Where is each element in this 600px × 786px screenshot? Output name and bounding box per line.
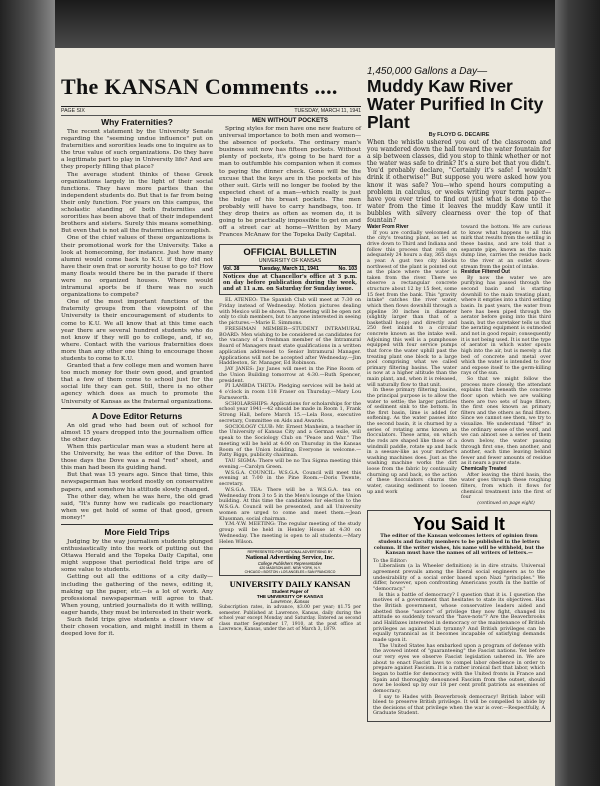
- official-bulletin-box: [219, 244, 361, 296]
- feature-byline: By FLOYD G. DECAIRE: [428, 132, 490, 138]
- notice-item: JAY JANES: Jay Janes will meet in the Pine Room of the Union Building tomorrow at 4:30.—Ruth Spencer, president.: [219, 366, 361, 384]
- feature-lead: When the whistle ushered you out of the classroom and you wandered down the hall toward the water fountain for a sip between classes, did you stop to think whether or not the water was safe to drink? It's a sure bet that you didn't. You'd probably declare, "Certainly it's safe! I wouldn't drink it otherwise!" But suppose you were asked how you know it was safe? You—who spend hours computing a problem in calculus, or weeks writing your term paper—have you ever tried to find out just what is done to the water from the time it leaves the muddy Kaw until it bubbles with silvery clearness over the top of that fountain?: [367, 139, 551, 225]
- issue-date: TUESDAY, MARCH 11, 1941: [294, 108, 361, 114]
- notice-item: PI LAMBDA THETA: Pledging services will be held at 4 o'clock in room 118 Fraser on Thursday.—Mary Lou Farnsworth.: [219, 383, 361, 401]
- notice-item: W.S.G.A. TEA: There will be a W.S.G.A. tea on Wednesday from 3 to 5 in the Men's lounge of the Union building. At this time the candidates for election to the W.S.G.A. Council will be presented, and all University women are urged to come and meet them.—Jean Klussman, social chairman.: [219, 486, 361, 522]
- notice-item: TAU SIGMA: There will be no Tau Sigma meeting this evening.—Carolyn Green.: [219, 458, 361, 470]
- feature-subcolumn-left: Water From River If you are cordially welcomed at the city's treating plant, as let us drive down to Third and Indiana and follow this process that rolls on adequately 24 hours a day, 365 days a year. A gust two city blocks northwest of the plant is pointed out as the place where the water is taken from the river. There we observe a rectangular concrete structure about 12 by 15 feet, some 15 feet from the bank. This "gravity intake" catches the river water, which then flows downhill through a pipeline 30 inches in diameter (slightly larger than that of a basketball hoop) and directly and 250 feet inland to a circular concrete known as the intake well. Adjoining this well is a pumphouse equipped with four service pumps that force the water uphill past the treating plant one block to a large pool comprising what we called primary filtering basins. The water is now at a higher altitude than the main plant, and, when it is released, will naturally flow to that unit. In these primary filtering basins, the principal purpose is to allow the water to settle; the larger particles of sediment sink to the bottom. In the first basin, lime is added for softening. As the water passes into the second basin, it is churned by a series of rotating arms known as flocculators. These arms, on which the rods are shaped like those of a windmill paddle, rotate up and back in a seesaw-like as your mother's washing machines does. Just as the washing machine works the dirt loose from the fabric by continually churning up and back, so the action of these flocculators churns the water, causing sediment to loosen up and work: [367, 224, 457, 495]
- masthead-title: The KANSAN Comments ....: [61, 74, 338, 99]
- dateline: [61, 108, 361, 116]
- bulletin-subtitle: UNIVERSITY OF KANSAS: [258, 257, 322, 264]
- page-shadow-right: [555, 0, 600, 786]
- you-said-it-note: The editor of the Kansan welcomes letters of opinion from students and faculty members to be published in the letters column. If the writer wishes, his name will be withheld, but the Kansan must have the names of all writers of letters.—: [373, 533, 545, 557]
- divider: [61, 408, 213, 409]
- daily-kansan-title: UNIVERSITY DAILY KANSAN: [229, 579, 351, 590]
- bulletin-title: OFFICIAL BULLETIN: [243, 246, 337, 258]
- page-shadow-top: [55, 0, 555, 48]
- feature-subcolumn-right: toward the bottom. We are curious to know what happens to all this mirk that results from the settling in these basins, and are told that a separate pipe, known as the main dump line, carries the residue back to the river at an outlet down-stream from the point of intake. Residue Filtered Out By now the water we are purifying has passed through the second basin and is starting downhill to the main treating plant, where it empties into a third settling basin. In past years, the water from here has been piped through the aerator before going into this third basin, but the caretaker tells us that the aerating equipment is outmoded and not in good repair; consequently it is not being used. It is not the type of aerator in which water spouts high into the air, but is merely a flat bed of concrete and metal over which the water is intended to flow and expose itself to the germ-killing rays of the sun. So that we might follow the process more closely, the attendant explains that beneath the concrete floor upon which we are walking there are two sets of huge filters, the first ones known as primary filters and the others as final filters. Since we cannot see them, we try to visualize. We understand "filter" in the ordinary sense of the word, and we can almost see a series of them down below, the water passing through first one, then another, and another, each time leaving behind fewer and fewer amounts of residue as it nears a purer state. Chemically Treated After leaving the third basin, the water goes through these roughing filters, from which it flows for chemical treatment into the first of four (continued on page eight): [461, 225, 551, 506]
- notice-item: EL ATENEO: The Spanish Club will meet at 7:30 on Friday instead of Wednesday. Motion pictures dealing with Mexico will be shown. The meeting will be open not only to club members, but to anyone interested in seeing the pictures.—Marie E. Simmons.: [219, 297, 361, 327]
- page-shadow-left: [0, 0, 55, 786]
- you-said-it-box: [367, 510, 551, 722]
- you-said-it-title: You Said It: [413, 514, 505, 535]
- daily-kansan-box: UNIVERSITY DAILY KANSAN Student Paper of THE UNIVERSITY OF KANSAS Lawrence, Kansas Subscription rates, in advance, $3.00 per year; $1.75 per semester. Published at Lawrence, Kansas, daily during the school year except Monday and Saturday. Entered as second class matter September 17, 1910, at the post office at Lawrence, Kansas, under the act of March 3, 1879.: [219, 579, 361, 632]
- editorial-column: [61, 117, 213, 638]
- headline-men-without-pockets: MEN WITHOUT POCKETS: [252, 117, 328, 124]
- article-field-trips: Judging by the way journalism students plunged enthusiastically into the work of putting out the Ottawa Herald and the Topeka Daily Capital, one might suppose that periodical field trips are of some value to students. Getting out all the editions of a city daily—including the gathering of the news, editing it, making up the paper, etc.—is a lot of work. Any professional newspaperman will agree to that. When young, untried journalists do it with willing, eager hands, they must be interested in their work. Such field trips give students a closer view of their chosen vocation, and might instill in them a deeped love for it.: [61, 538, 213, 638]
- notice-item: Y.M.-Y.W. MEETING: The regular meeting of the study group will be held in Henley House at 4:30 on Wednesday. The meeting is open to all students.—Mary Helen Wilson.: [219, 521, 361, 545]
- bulletin-issue-line: Vol. 38 Tuesday, March 11, 1941 No. 103: [223, 265, 357, 272]
- article-why-fraternities: The recent statement by the University Senate regarding the "seeming undue influence" put on fraternities and sororities leads one to inquire as to the true value of such organizations. Do they have a legitimate part to play in University life? And are they properly filling that place? The average student thinks of these Greek organizations largely in the light of their social functions. They have more parties than the independent students do. But that is far from being their only function. For years on this campus, the scholastic standing of both fraternities and sororities has been above that of their independent brothers and sisters. Surely this means something. But even that is not all the fraternities accomplish. One of the chief values of these organizations is their promotional work for the University. Take a look at homecoming, for instance. Just how many alumni would come back to K.U. if they did not have their own frat or sorority house to go to? How many floats would there be in the parade if there were no organized houses. Where would intramural sports be if there was no such organizations to compete? One of the most important functions of the fraternity groups from the viewpoint of the University is their encouragement of students to come to K.U. We all know that at this time each year there are several hundred students who do not know if they will go to college, and, if so, where. Contact with the various fraternities does more than any other one thing to encourage those students to come to K.U. Granted that a few college men and women have too much money for their own good, and granted that a few of them come to school just for the social life they can get. Still, there is no other agency which does as much to promote the University of Kansas as the fraternal organizations.: [61, 129, 213, 405]
- headline-dove-editor: A Dove Editor Returns: [91, 410, 183, 421]
- notice-item: W.S.G.A. COUNCIL: W.S.G.A. Council will meet this evening at 7:00 in the Pine Room.—Doris Twente, secretary.: [219, 469, 361, 488]
- article-men-without-pockets: Spring styles for men have one new feature of universal importance to both men and women—the absence of pockets. The ordinary man's business suit now has fifteen pockets. Without plenty of pockets, it's going to be hard for a man to outfumble his companion when it comes to paying the dinner check. Gone will be the excuse that the keys are in the pockets of his other suit. Girls will no longer be fooled by the expected chest of a man—which really is just the bulge of his breast pockets. The men probably will have to carry handbags, too. If they drop theirs as often as women do, it is going to be practically impossible to get on and off a street car at home—Written by Mary Frances McAnaw for the Topeka Daily Capital.: [219, 126, 362, 239]
- feature-column: [367, 66, 551, 722]
- notice-item: SCHOLARSHIPS: Applications for scholarships for the school year 1941—42 should be made in Room 1, Frank Strong Hall, before March 15.—Lela Ross, executive secretary, Committee on Aids and Awards.: [219, 400, 361, 424]
- article-dove-editor: An old grad who had been out of school for almost 15 years dropped into the journalism office the other day. When this particular man was a student here at the University, he was the editor of the Dove. In those days the Dove was a real "red" sheet, and this man had been its guiding hand. But that was 15 years ago. Since that time, this newspaperman has worked mostly on conservative papers, and somehow his attitude slowly changed. The other day, when he was here, the old grad said, "It's funny how we radicals go reactionary when we get hold of some of that good, green money!": [61, 422, 213, 521]
- advertising-rep-box: REPRESENTED FOR NATIONAL ADVERTISING BY National Advertising Service, Inc. College Publishers Representative 420 MADISON AVE. NEW YORK, N.Y. CHICAGO • BOSTON • LOS ANGELES • SAN FRANCISCO: [219, 548, 361, 576]
- bulletin-notices-list: [219, 298, 361, 545]
- feature-body: [367, 225, 551, 506]
- letter-to-editor: To the Editor: Liberalism (a la Wheeler definition) is in dire straits. Universal agreement prevails among the liberal social engineers as to the undesirability of a social order based upon Nazi "principles." We differ, however, upon confronting Americans youth in the battle of "democracy." Is this a battle of democracy? I question that it is. I question the motives of a government that hesitates to state its objectives. Has the British government, whose conservative leaders aided and abetted those "saviors" of privilege they now fight, changed its attitude so suddenly toward the "have-nots"? Are the Beaverbrooks and Halifaxes interested in democracy or the maintenance of British privileges as against Nazi tyranny? And British privileges can be equally tyrannical as it becomes incapable of satisfying demands made upon it. The United States has embarked upon a program of defense with the avowed intent of "guaranteeing" the Fascist nations. Yet before our very eyes we observe Fascist legislation ushered in. We are about to enact Fascist laws to compel labor obedience in order to prepare against Fascism. It is a rather ironical fact that labor, which began to battle for democracy with the United fronts in France and Spain and thoroughly denounced Fascism from the outset, should now be looked up by our 18 per cent profit patriots as enemies of democracy. I say to Hades with Beaverbrook democracy! British labor will bleed to preserve British privilege. It will be compelled to abide by the decisions of that privilege when the war is over.—Respectfully, A Graduate Student.: [373, 557, 545, 717]
- newspaper-page: [55, 48, 555, 786]
- notice-item: FRESHMAN MEMBER—STUDENT INTRAMURAL BOARD: Men wishing to be considered as candidates for the vacancy of a freshman member of the Intramural Board of Managers must state qualifications in a written application addressed to Senior Intramural Manager. Applications will not be accepted after Wednesday.—Jim Haddleston, Sr. Manager, Ed Robinson.: [219, 325, 361, 367]
- headline-field-trips: More Field Trips: [104, 526, 170, 537]
- page-number: PAGE SIX: [61, 108, 85, 114]
- feature-headline: Muddy Kaw River Water Purified In City Plant: [367, 76, 544, 132]
- divider: [61, 524, 213, 525]
- feature-kicker: 1,450,000 Gallons a Day—: [367, 66, 488, 77]
- center-column: [219, 117, 361, 632]
- notice-item: SOCIOLOGY CLUB: Mr. Ernest Manheim, a teacher in the University of Kansas City and a German exile, will speak to the Sociology Club on "Peace and War." The meeting will be held at 4:00 on Thursday in the Kansas Room of the Union building. Everyone is welcome.—Patty Biggs, publicity chairman.: [219, 423, 361, 459]
- continued-note: (continued on page eight): [477, 500, 535, 506]
- headline-why-fraternities: Why Fraternities?: [101, 117, 173, 127]
- bulletin-notice: Notices due at Chancellor's office at 3 p.m. on day before publication during the week, and at 11 a.m. on Saturday for Sunday issue.: [223, 273, 357, 292]
- masthead: [61, 74, 361, 107]
